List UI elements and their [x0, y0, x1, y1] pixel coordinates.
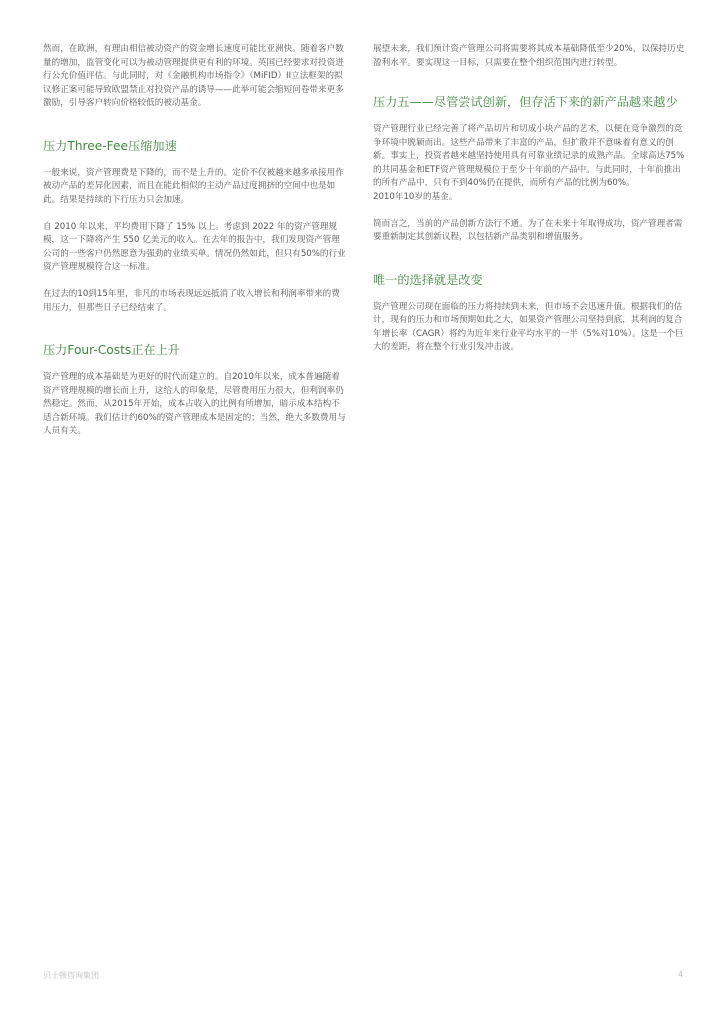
outlook-paragraph: 展望未来，我们预计资产管理公司将需要将其成本基础降低至少20%，以保持历史盈利水平。要实现这一目标，只需要在整个组织范围内进行转型。	[373, 44, 685, 68]
left-column	[43, 43, 348, 439]
fee-paragraph-2: 自 2010 年以来，平均费用下降了 15% 以上。考虑到 2022 年的资产管理规模，这一下降将产生 550 亿美元的收入。在去年的报告中，我们发现资产管理公司的一些客户仍然愿意为强劲的业绩买单。情况仍然如此，但只有50%的行业资产管理规模符合这一标准。	[43, 221, 346, 272]
section-heading-three-fee: 压力Three-Fee压缩加速	[43, 138, 177, 153]
fee-paragraph-3: 在过去的10到15年里，非凡的市场表现远远抵消了收入增长和利润率带来的费用压力，但那些日子已经结束了。	[43, 289, 340, 313]
intro-paragraph: 然而，在欧洲，有理由相信被动资产的资金增长速度可能比亚洲快。随着客户数量的增加，监管变化可以为被动管理提供更有利的环境。英国已经要求对投资进行公允价值评估。与此同时，对《金融机构市场指令》（MiFID）II立法框架的拟议修正案可能导致欧盟禁止对投资产品的诱导——此举可能会缩短问卷带来更多激励，引导客户转向价格较低的被动基金。	[43, 44, 344, 108]
innovation-paragraph-2: 简而言之，当前的产品创新方法行不通。为了在未来十年取得成功，资产管理者需要重新制定其创新议程，以包括新产品类别和增值服务。	[373, 218, 683, 242]
innovation-paragraph-1-cont: 2010年10岁的基金。	[373, 191, 458, 202]
page-number: 4	[678, 970, 684, 979]
footer-org-name: 贝士顿咨询集团	[43, 971, 99, 980]
section-heading-four-costs: 压力Four-Costs正在上升	[43, 343, 180, 357]
fee-paragraph-1: 一般来说，资产管理费是下降的，而不是上升的。定价不仅被越来越多承接用作被动产品的差异化因素，而且在能此相似的主动产品过度拥挤的空间中也是如此。结果是持续的下行压力只会加速。	[43, 167, 344, 205]
right-column	[373, 43, 685, 355]
change-paragraph: 资产管理公司现在面临的压力将持续到未来，但市场不会迅速升值。根据我们的估计，现有的压力和市场预期如此之大，如果资产管理公司坚持到底，其利润的复合年增长率（CAGR）将约为近年来行业平均水平的一半（5%对10%）。这是一个巨大的差距，将在整个行业引发冲击波。	[373, 301, 684, 352]
innovation-paragraph-1: 资产管理行业已经完善了将产品切片和切成小块产品的艺术，以便在竞争激烈的竞争环境中脱颖而出。这些产品带来了丰富的产品，但扩散并不意味着有意义的创新。事实上，投资者越来越坚持使用具有可靠业绩记录的成熟产品。全球高达75%的共同基金和ETF资产管理规模位于至少十年前的产品中。与此同时，十年前推出的所有产品中，只有不到40%仍在提供，而所有产品的比例为60%。	[373, 124, 685, 188]
section-heading-change: 唯一的选择就是改变	[373, 272, 483, 287]
section-heading-innovation: 压力五——尽管尝试创新，但存活下来的新产品越来越少	[373, 95, 678, 109]
cost-paragraph: 资产管理的成本基础是为更好的时代而建立的。自2010年以来，成本普遍随着资产管理规模的增长而上升，这给人的印象是，尽管费用压力很大，但利润率仍然稳定。然而，从2015年开始，成本占收入的比例有所增加，暗示成本结构不适合新环境。我们估计约60%的资产管理成本是固定的；当然，绝大多数费用与人员有关。	[43, 372, 346, 436]
